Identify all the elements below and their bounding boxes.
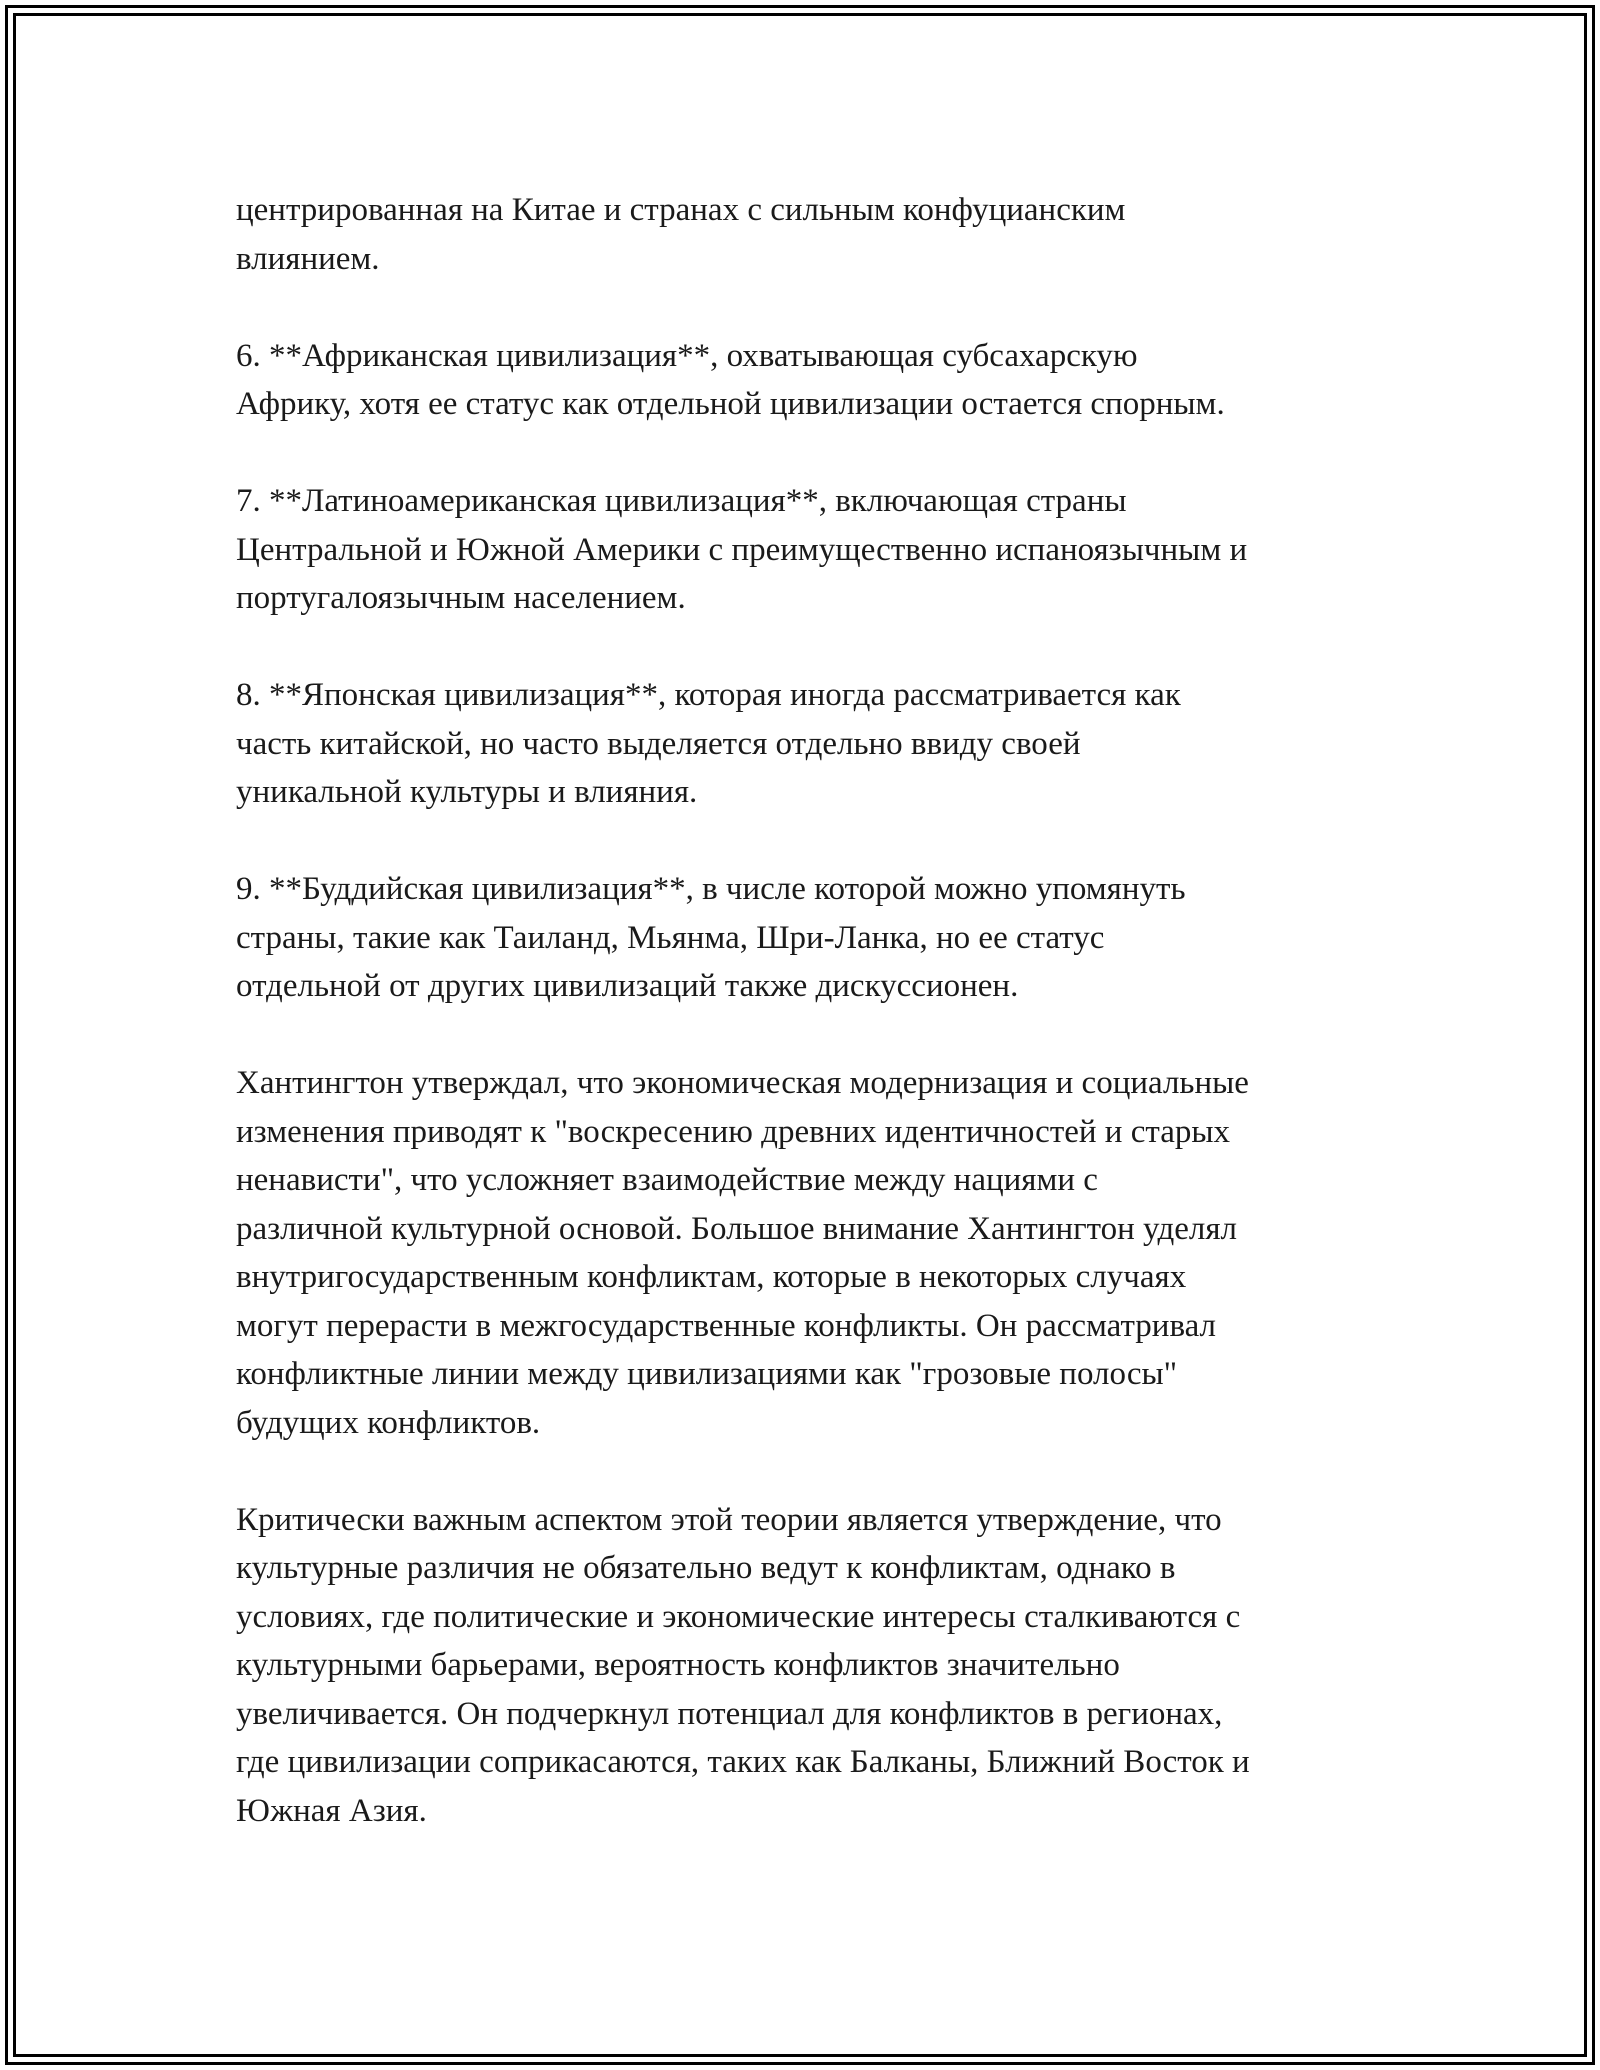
list-item-japanese-civilization: 8. **Японская цивилизация**, которая иногда рассматривается как часть китайской, но часто выделяется отдельно ввиду своей уникальной культуры и влияния. xyxy=(236,677,1181,810)
document-body xyxy=(236,186,1396,1835)
paragraph-critical-aspect: Критически важным аспектом этой теории является утверждение, что культурные различия не обязательно ведут к конфликтам, однако в условиях, где политические и экономические интересы сталкиваются с культурными барьерами, вероятность конфликтов значительно увеличивается. Он подчеркнул потенциал для конфликтов в регионах, где цивилизации соприкасаются, таких как Балканы, Ближний Восток и Южная Азия. xyxy=(236,1501,1250,1829)
paragraph-huntington-argument: Хантингтон утверждал, что экономическая модернизация и социальные изменения приводят к "воскресению древних идентичностей и старых ненависти", что усложняет взаимодействие между нациями с различной культурной основой. Большое внимание Хантингтон уделял внутригосударственным конфликтам, которые в некоторых случаях могут перерасти в межгосударственные конфликты. Он рассматривал конфликтные линии между цивилизациями как "грозовые полосы" будущих конфликтов. xyxy=(236,1065,1249,1441)
paragraph-china-continuation: центрированная на Китае и странах с сильным конфуцианским влиянием. xyxy=(236,192,1126,277)
list-item-buddhist-civilization: 9. **Буддийская цивилизация**, в числе которой можно упомянуть страны, такие как Таиланд, Мьянма, Шри-Ланка, но ее статус отдельной от других цивилизаций также дискуссионен. xyxy=(236,871,1186,1004)
list-item-african-civilization: 6. **Африканская цивилизация**, охватывающая субсахарскую Африку, хотя ее статус как отдельной цивилизации остается спорным. xyxy=(236,337,1225,422)
list-item-latin-american-civilization: 7. **Латиноамериканская цивилизация**, включающая страны Центральной и Южной Америки с преимущественно испаноязычным и португалоязычным населением. xyxy=(236,483,1248,616)
